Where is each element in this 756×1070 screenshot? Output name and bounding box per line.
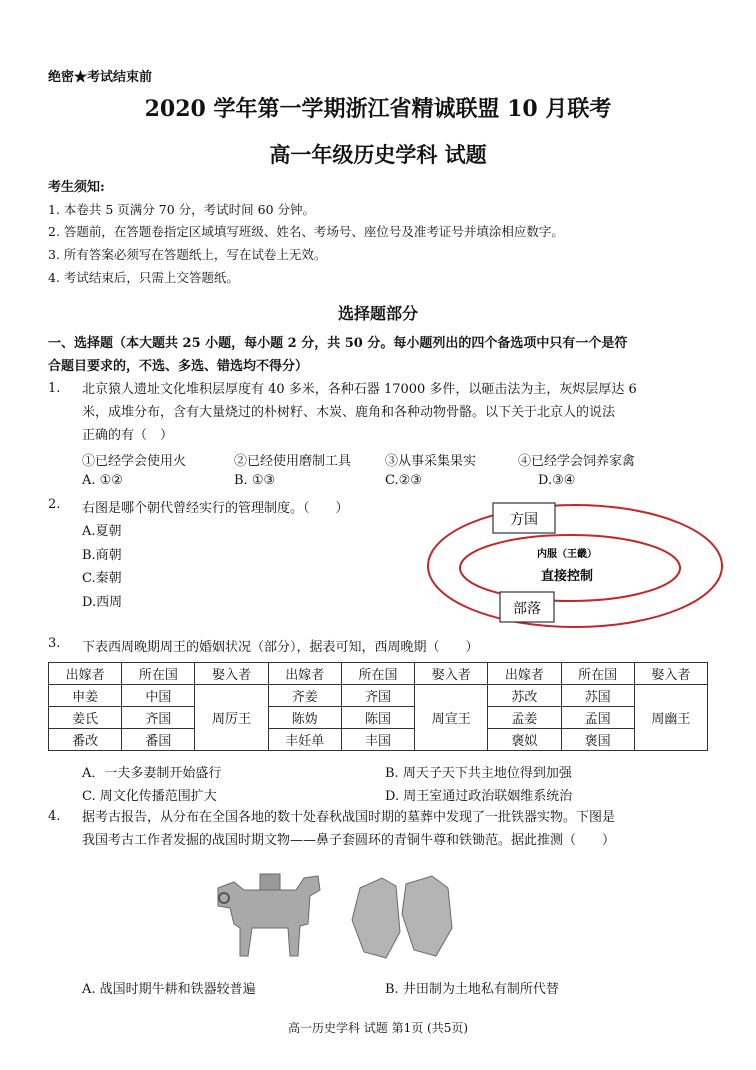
q3-number: 3. — [48, 636, 61, 651]
q3-option-b: B. 周天子天下共主地位得到加强 — [385, 766, 572, 781]
inner-ring — [460, 535, 680, 601]
table-cell: 申姜 — [49, 685, 122, 707]
q1-option-d: D.③④ — [538, 473, 576, 488]
q1-number: 1. — [48, 381, 61, 396]
q1-line: 北京猿人遗址文化堆积层厚度有 40 多米，各种石器 17000 多件，以砸击法为主，灰烬层厚达 6 — [82, 382, 637, 397]
q2-option-b: B.商朝 — [82, 548, 122, 563]
table-cell: 苏国 — [561, 685, 634, 707]
part1-line: 合题目要求的，不选、多选、错选均不得分） — [48, 359, 309, 374]
q3-option-a: A．一夫多妻制开始盛行 — [82, 766, 222, 781]
table-cell-king: 周厉王 — [195, 685, 268, 751]
section-title: 选择题部分 — [337, 304, 418, 323]
table-cell: 丰国 — [341, 729, 414, 751]
table-cell: 番改 — [49, 729, 122, 751]
q3-option-d: D. 周王室通过政治联姻维系统治 — [385, 789, 573, 804]
table-cell: 陈国 — [341, 707, 414, 729]
table-cell: 齐国 — [341, 685, 414, 707]
table-cell: 孟姜 — [488, 707, 561, 729]
inner-label-1: 内服（王畿） — [537, 549, 597, 560]
q1-line: 正确的有（ ） — [82, 428, 174, 443]
q4-option-b: B. 井田制为土地私有制所代替 — [385, 982, 559, 997]
part1-line: 一、选择题（本大题共 25 小题，每小题 2 分，共 50 分。每小题列出的四个备选项中只有一个是符 — [48, 336, 628, 351]
table-cell: 陈妫 — [268, 707, 341, 729]
artifact-photos — [200, 868, 490, 964]
table-cell: 姜氏 — [49, 707, 122, 729]
notice-heading: 考生须知: — [48, 180, 105, 195]
table-cell: 齐姜 — [268, 685, 341, 707]
notice-item: 4. 考试结束后，只需上交答题纸。 — [48, 270, 239, 285]
q1-statement: ①已经学会使用火 — [82, 454, 187, 469]
q3-stem: 下表西周晚期周王的婚姻状况（部分），据表可知，西周晚期（ ） — [82, 640, 479, 655]
bottom-box-label: 部落 — [513, 601, 541, 617]
table-header-row — [49, 663, 708, 685]
q4-stem — [82, 806, 714, 852]
exam-title: 2020 学年第一学期浙江省精诚联盟 10 月联考 — [144, 96, 612, 122]
q1-option-b: B. ①③ — [234, 473, 276, 488]
table-row — [49, 685, 708, 707]
administration-diagram — [425, 500, 725, 630]
q1-line: 米，成堆分布，含有大量烧过的朴树籽、木炭、鹿角和各种动物骨骼。以下关于北京人的说法 — [82, 405, 616, 420]
page-footer: 高一历史学科 试题 第1页 (共5页) — [287, 1021, 469, 1035]
table-header: 所在国 — [561, 663, 634, 685]
table-cell: 孟国 — [561, 707, 634, 729]
table-header: 所在国 — [122, 663, 195, 685]
q1-option-a: A. ①② — [82, 473, 123, 488]
q1-statement: ③从事采集果实 — [385, 454, 477, 469]
table-header: 娶入者 — [415, 663, 488, 685]
table-row — [49, 729, 708, 751]
table-cell: 中国 — [122, 685, 195, 707]
table-header: 出嫁者 — [488, 663, 561, 685]
exam-subtitle: 高一年级历史学科 试题 — [269, 142, 487, 167]
table-header: 所在国 — [341, 663, 414, 685]
table-header: 出嫁者 — [268, 663, 341, 685]
table-header: 娶入者 — [195, 663, 268, 685]
q2-number: 2. — [48, 497, 61, 512]
q1-stem — [82, 378, 714, 447]
notice-item: 1. 本卷共 5 页满分 70 分，考试时间 60 分钟。 — [48, 202, 316, 217]
q4-line: 我国考古工作者发掘的战国时期文物——鼻子套圆环的青铜牛尊和铁锄范。据此推测（ ） — [82, 833, 616, 848]
q2-option-c: C.秦朝 — [82, 571, 122, 586]
q4-option-a: A. 战国时期牛耕和铁器较普遍 — [82, 982, 256, 997]
table-cell: 丰妊单 — [268, 729, 341, 751]
q4-line: 据考古报告，从分布在全国各地的数十处春秋战国时期的墓葬中发现了一批铁器实物。下图是 — [82, 810, 616, 825]
notice-item: 3. 所有答案必须写在答题纸上，写在试卷上无效。 — [48, 247, 327, 262]
notice-item: 2. 答题前，在答题卷指定区域填写班级、姓名、考场号、座位号及准考证号并填涂相应数字。 — [48, 224, 564, 239]
table-cell: 褒国 — [561, 729, 634, 751]
q3-option-c: C. 周文化传播范围扩大 — [82, 789, 217, 804]
iron-mould-image — [352, 876, 452, 958]
q2-option-a: A.夏朝 — [82, 524, 122, 539]
q2-stem: 右图是哪个朝代曾经实行的管理制度。（ ） — [82, 501, 349, 516]
marriage-table — [48, 662, 708, 751]
table-cell: 番国 — [122, 729, 195, 751]
inner-label-2: 直接控制 — [540, 569, 594, 584]
table-header: 出嫁者 — [49, 663, 122, 685]
table-cell: 齐国 — [122, 707, 195, 729]
q1-statement: ④已经学会饲养家禽 — [518, 454, 636, 469]
q4-number: 4. — [48, 809, 61, 824]
table-cell-king: 周宣王 — [415, 685, 488, 751]
q1-statement: ②已经使用磨制工具 — [234, 454, 352, 469]
secret-mark: 绝密★考试结束前 — [48, 70, 153, 85]
table-row — [49, 707, 708, 729]
top-box-label: 方国 — [510, 512, 538, 528]
q2-option-d: D.西周 — [82, 595, 123, 610]
part1-instructions — [48, 332, 713, 378]
table-cell: 褒姒 — [488, 729, 561, 751]
table-header: 娶入者 — [634, 663, 707, 685]
q1-option-c: C.②③ — [385, 473, 422, 488]
bronze-ox-image — [218, 874, 320, 956]
table-cell: 苏改 — [488, 685, 561, 707]
table-cell-king: 周幽王 — [634, 685, 707, 751]
